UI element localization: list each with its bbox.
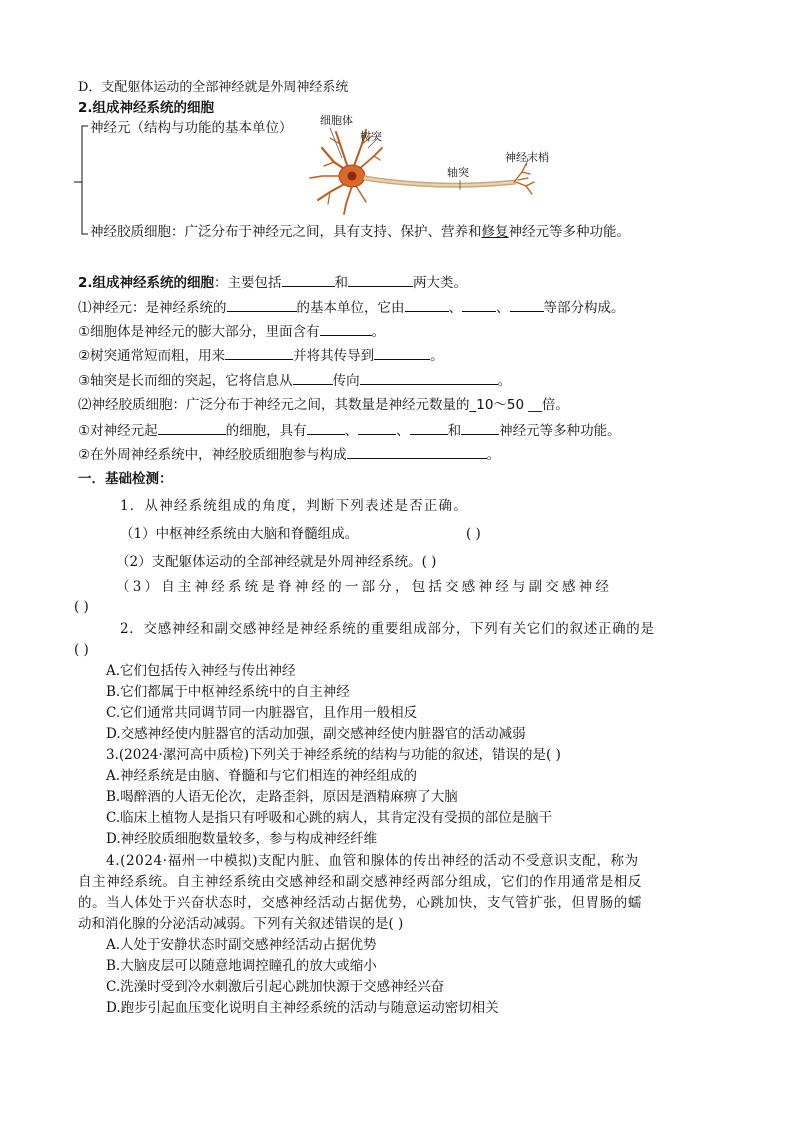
q4-stem-line-4: 动和消化腺的分泌活动减弱。下列有关叙述错误的是( ) <box>78 916 404 932</box>
q1-item-2: （2）支配躯体运动的全部神经就是外周神经系统。( ) <box>116 554 437 570</box>
section-title: 2.组成神经系统的细胞 <box>78 100 215 116</box>
glia-definition: 神经胶质细胞：广泛分布于神经元之间，具有支持、保护、营养和修复神经元等多种功能。 <box>90 224 630 240</box>
label-cell-body: 细胞体 <box>320 114 353 127</box>
q4-option-d: D.跑步引起血压变化说明自主神经系统的活动与随意运动密切相关 <box>106 1000 499 1016</box>
label-dendrite: 树突 <box>360 130 382 143</box>
fill-line-7: ①对神经元起 的细胞，具有 、 、 和 神经元等多种功能。 <box>78 423 621 439</box>
neuron-figure <box>300 118 560 218</box>
fill-line-8: ②在外周神经系统中，神经胶质细胞参与构成 。 <box>78 447 501 463</box>
fill-line-2: ⑴神经元：是神经系统的 的基本单位，它由 、 、 等部分构成。 <box>78 300 625 316</box>
fill-line-6: ⑵神经胶质细胞：广泛分布于神经元之间，其数量是神经元数量的_10～50 __倍。 <box>78 397 569 413</box>
label-axon: 轴突 <box>447 166 469 179</box>
q4-option-b: B.大脑皮层可以随意地调控瞳孔的放大或缩小 <box>106 958 377 974</box>
q3-option-d: D.神经胶质细胞数量较多，参与构成神经纤维 <box>106 831 378 847</box>
q1-item-3: （3）自主神经系统是脊神经的一部分，包括交感神经与副交感神经 <box>116 579 613 595</box>
q3-option-a: A.神经系统是由脑、脊髓和与它们相连的神经组成的 <box>106 768 418 784</box>
q2-paren: ( ) <box>74 642 89 658</box>
fill-line-5: ③轴突是长而细的突起，它将信息从 传向 。 <box>78 373 512 389</box>
q3-stem: 3.(2024·漯河高中质检)下列关于神经系统的结构与功能的叙述，错误的是( ) <box>106 747 561 763</box>
q3-option-b: B.喝醉酒的人语无伦次，走路歪斜，原因是酒精麻痹了大脑 <box>106 789 458 805</box>
q1-stem: 1．从神经系统组成的角度，判断下列表述是否正确。 <box>120 498 468 514</box>
q1-item-1-paren: ( ) <box>466 526 481 542</box>
q2-stem: 2．交感神经和副交感神经是神经系统的重要组成部分，下列有关它们的叙述正确的是 <box>120 621 655 637</box>
neuron-definition: 神经元（结构与功能的基本单位） <box>90 120 293 136</box>
q4-option-c: C.洗澡时受到冷水刺激后引起心跳加快源于交感神经兴奋 <box>106 979 445 995</box>
label-nerve-ending: 神经末梢 <box>505 151 549 164</box>
q2-option-a: A.它们包括传入神经与传出神经 <box>106 663 296 679</box>
q4-option-a: A.人处于安静状态时副交感神经活动占据优势 <box>106 937 377 953</box>
fill-line-4: ②树突通常短而粗，用来 并将其传导到 。 <box>78 348 444 364</box>
q1-item-1: （1）中枢神经系统由大脑和脊髓组成。 <box>120 526 359 542</box>
q1-item-3-paren: ( ) <box>74 599 89 615</box>
q3-option-c: C.临床上植物人是指只有呼吸和心跳的病人，其肯定没有受损的部位是脑干 <box>106 810 553 826</box>
option-d-text: D．支配躯体运动的全部神经就是外周神经系统 <box>78 80 349 95</box>
q2-option-b: B.它们都属于中枢神经系统中的自主神经 <box>106 684 350 700</box>
q2-option-d: D.交感神经使内脏器官的活动加强，副交感神经使内脏器官的活动减弱 <box>106 726 526 742</box>
bracket-diagram <box>74 120 94 240</box>
q4-stem-line-3: 的。当人体处于兴奋状态时，交感神经活动占据优势，心跳加快，支气管扩张，但胃肠的蠕 <box>78 895 642 911</box>
fill-line-1: 2.组成神经系统的细胞：主要包括 和 两大类。 <box>78 275 468 291</box>
fill-line-3: ①细胞体是神经元的膨大部分，里面含有 。 <box>78 324 386 340</box>
q2-option-c: C.它们通常共同调节同一内脏器官，且作用一般相反 <box>106 705 418 721</box>
q4-stem-line-1: 4.(2024·福州一中模拟)支配内脏、血管和腺体的传出神经的活动不受意识支配，称为 <box>106 853 639 869</box>
exercise-heading: 一．基础检测： <box>78 471 173 487</box>
q4-stem-line-2: 自主神经系统。自主神经系统由交感神经和副交感神经两部分组成，它们的作用通常是相反 <box>78 874 642 890</box>
